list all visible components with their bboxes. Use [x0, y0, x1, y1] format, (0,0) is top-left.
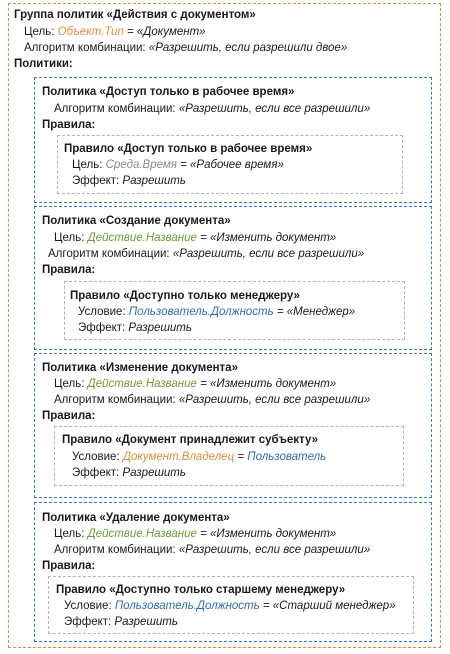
- policy-2-target-value: «Изменить документ»: [210, 232, 337, 244]
- rule-4-cond-label: Условие:: [64, 600, 115, 612]
- policy-4-target-eq: =: [196, 528, 211, 540]
- rule-1-cond-attr: Среда.Время: [105, 159, 177, 171]
- policy-2-target-attr: Действие.Название: [87, 232, 197, 244]
- rule-1-cond-eq: =: [176, 159, 191, 171]
- policy-4-alg-value: «Разрешить, если все разрешили»: [178, 544, 371, 556]
- policy-1-rules-label: Правила:: [42, 119, 96, 131]
- policy-2-alg-value: «Разрешить, если все разрешили»: [172, 248, 365, 260]
- policy-3-target-attr: Действие.Название: [87, 378, 197, 390]
- policy-3-target: [54, 377, 336, 392]
- group-target-eq: =: [123, 26, 137, 38]
- policy-4-alg-label: Алгоритм комбинации:: [54, 544, 179, 556]
- rule-4-title: Правило «Доступно только старшему менеджеру»: [56, 584, 346, 596]
- rule-1-condition: [72, 158, 284, 173]
- rule-4-cond-eq: =: [259, 600, 273, 612]
- group-target-attr: Объект.Тип: [57, 26, 124, 38]
- rule-4-cond-value: «Старший менеджер»: [272, 600, 396, 612]
- policy-4-target-attr: Действие.Название: [87, 528, 197, 540]
- group-target-value: «Документ»: [136, 26, 206, 38]
- rule-2-effect-label: Эффект:: [78, 322, 129, 334]
- rule-3-cond-value: Пользователь: [247, 451, 327, 463]
- rule-3-effect: [72, 466, 186, 481]
- policy-2-algorithm: [48, 247, 364, 262]
- rule-1-effect-value: Разрешить: [122, 175, 186, 187]
- group-alg-label: Алгоритм комбинации:: [24, 42, 149, 54]
- policy-3-rules-label: Правила:: [42, 410, 96, 422]
- rule-2-effect-value: Разрешить: [128, 322, 192, 334]
- rule-2-cond-attr: Пользователь.Должность: [128, 306, 274, 318]
- policy-3-algorithm: [54, 393, 370, 408]
- policy-4-algorithm: [54, 543, 370, 558]
- policy-1-alg-label: Алгоритм комбинации:: [54, 103, 179, 115]
- policy-2-target-eq: =: [196, 232, 211, 244]
- policy-2-title: Политика «Создание документа»: [42, 215, 231, 227]
- rule-3-title: Правило «Документ принадлежит субъекту»: [62, 434, 319, 446]
- policies-label: Политики:: [14, 58, 73, 70]
- group-alg-value: «Разрешить, если разрешили двое»: [148, 42, 348, 54]
- rule-2-cond-value: «Менеджер»: [286, 306, 356, 318]
- rule-3-effect-value: Разрешить: [122, 467, 186, 479]
- policy-3-alg-label: Алгоритм комбинации:: [54, 394, 179, 406]
- rule-4-effect-value: Разрешить: [114, 616, 178, 628]
- rule-1-title: Правило «Доступ только в рабочее время»: [64, 143, 313, 155]
- rule-1-cond-value: «Рабочее время»: [190, 159, 284, 171]
- rule-4-effect-label: Эффект:: [64, 616, 115, 628]
- rule-2-cond-label: Условие:: [78, 306, 129, 318]
- policy-1-title: Политика «Доступ только в рабочее время»: [42, 86, 295, 98]
- group-title: Группа политик «Действия с документом»: [14, 9, 256, 21]
- policy-2-target-label: Цель:: [54, 232, 88, 244]
- policy-2-alg-label: Алгоритм комбинации:: [48, 248, 173, 260]
- policy-3-target-label: Цель:: [54, 378, 88, 390]
- rule-4-cond-attr: Пользователь.Должность: [114, 600, 260, 612]
- policy-4-rules-label: Правила:: [42, 560, 96, 572]
- rule-2-condition: [78, 305, 355, 320]
- policy-4-target-value: «Изменить документ»: [210, 528, 337, 540]
- rule-2-cond-eq: =: [273, 306, 287, 318]
- policy-1-alg-value: «Разрешить, если все разрешили»: [178, 103, 371, 115]
- policy-3-title: Политика «Изменение документа»: [42, 362, 238, 374]
- rule-3-cond-eq: =: [234, 451, 248, 463]
- policy-1-algorithm: [54, 102, 370, 117]
- policy-4-target: [54, 527, 336, 542]
- policy-4-target-label: Цель:: [54, 528, 88, 540]
- policy-4-title: Политика «Удаление документа»: [42, 512, 230, 524]
- rule-3-cond-attr: Документ.Владелец: [122, 451, 235, 463]
- rule-3-cond-label: Условие:: [72, 451, 123, 463]
- policy-3-target-eq: =: [196, 378, 211, 390]
- rule-4-condition: [64, 599, 396, 614]
- policy-3-alg-value: «Разрешить, если все разрешили»: [178, 394, 371, 406]
- rule-4-effect: [64, 615, 178, 630]
- rule-3-effect-label: Эффект:: [72, 467, 123, 479]
- group-target: [24, 25, 206, 40]
- rule-2-title: Правило «Доступно только менеджеру»: [70, 290, 300, 302]
- rule-1-effect: [72, 174, 186, 189]
- rule-2-effect: [78, 321, 192, 336]
- rule-1-cond-label: Цель:: [72, 159, 106, 171]
- policy-2-rules-label: Правила:: [42, 264, 96, 276]
- rule-1-effect-label: Эффект:: [72, 175, 123, 187]
- rule-3-condition: [72, 450, 326, 465]
- group-target-label: Цель:: [24, 26, 58, 38]
- group-algorithm: [24, 41, 347, 56]
- policy-2-target: [54, 231, 336, 246]
- policy-3-target-value: «Изменить документ»: [210, 378, 337, 390]
